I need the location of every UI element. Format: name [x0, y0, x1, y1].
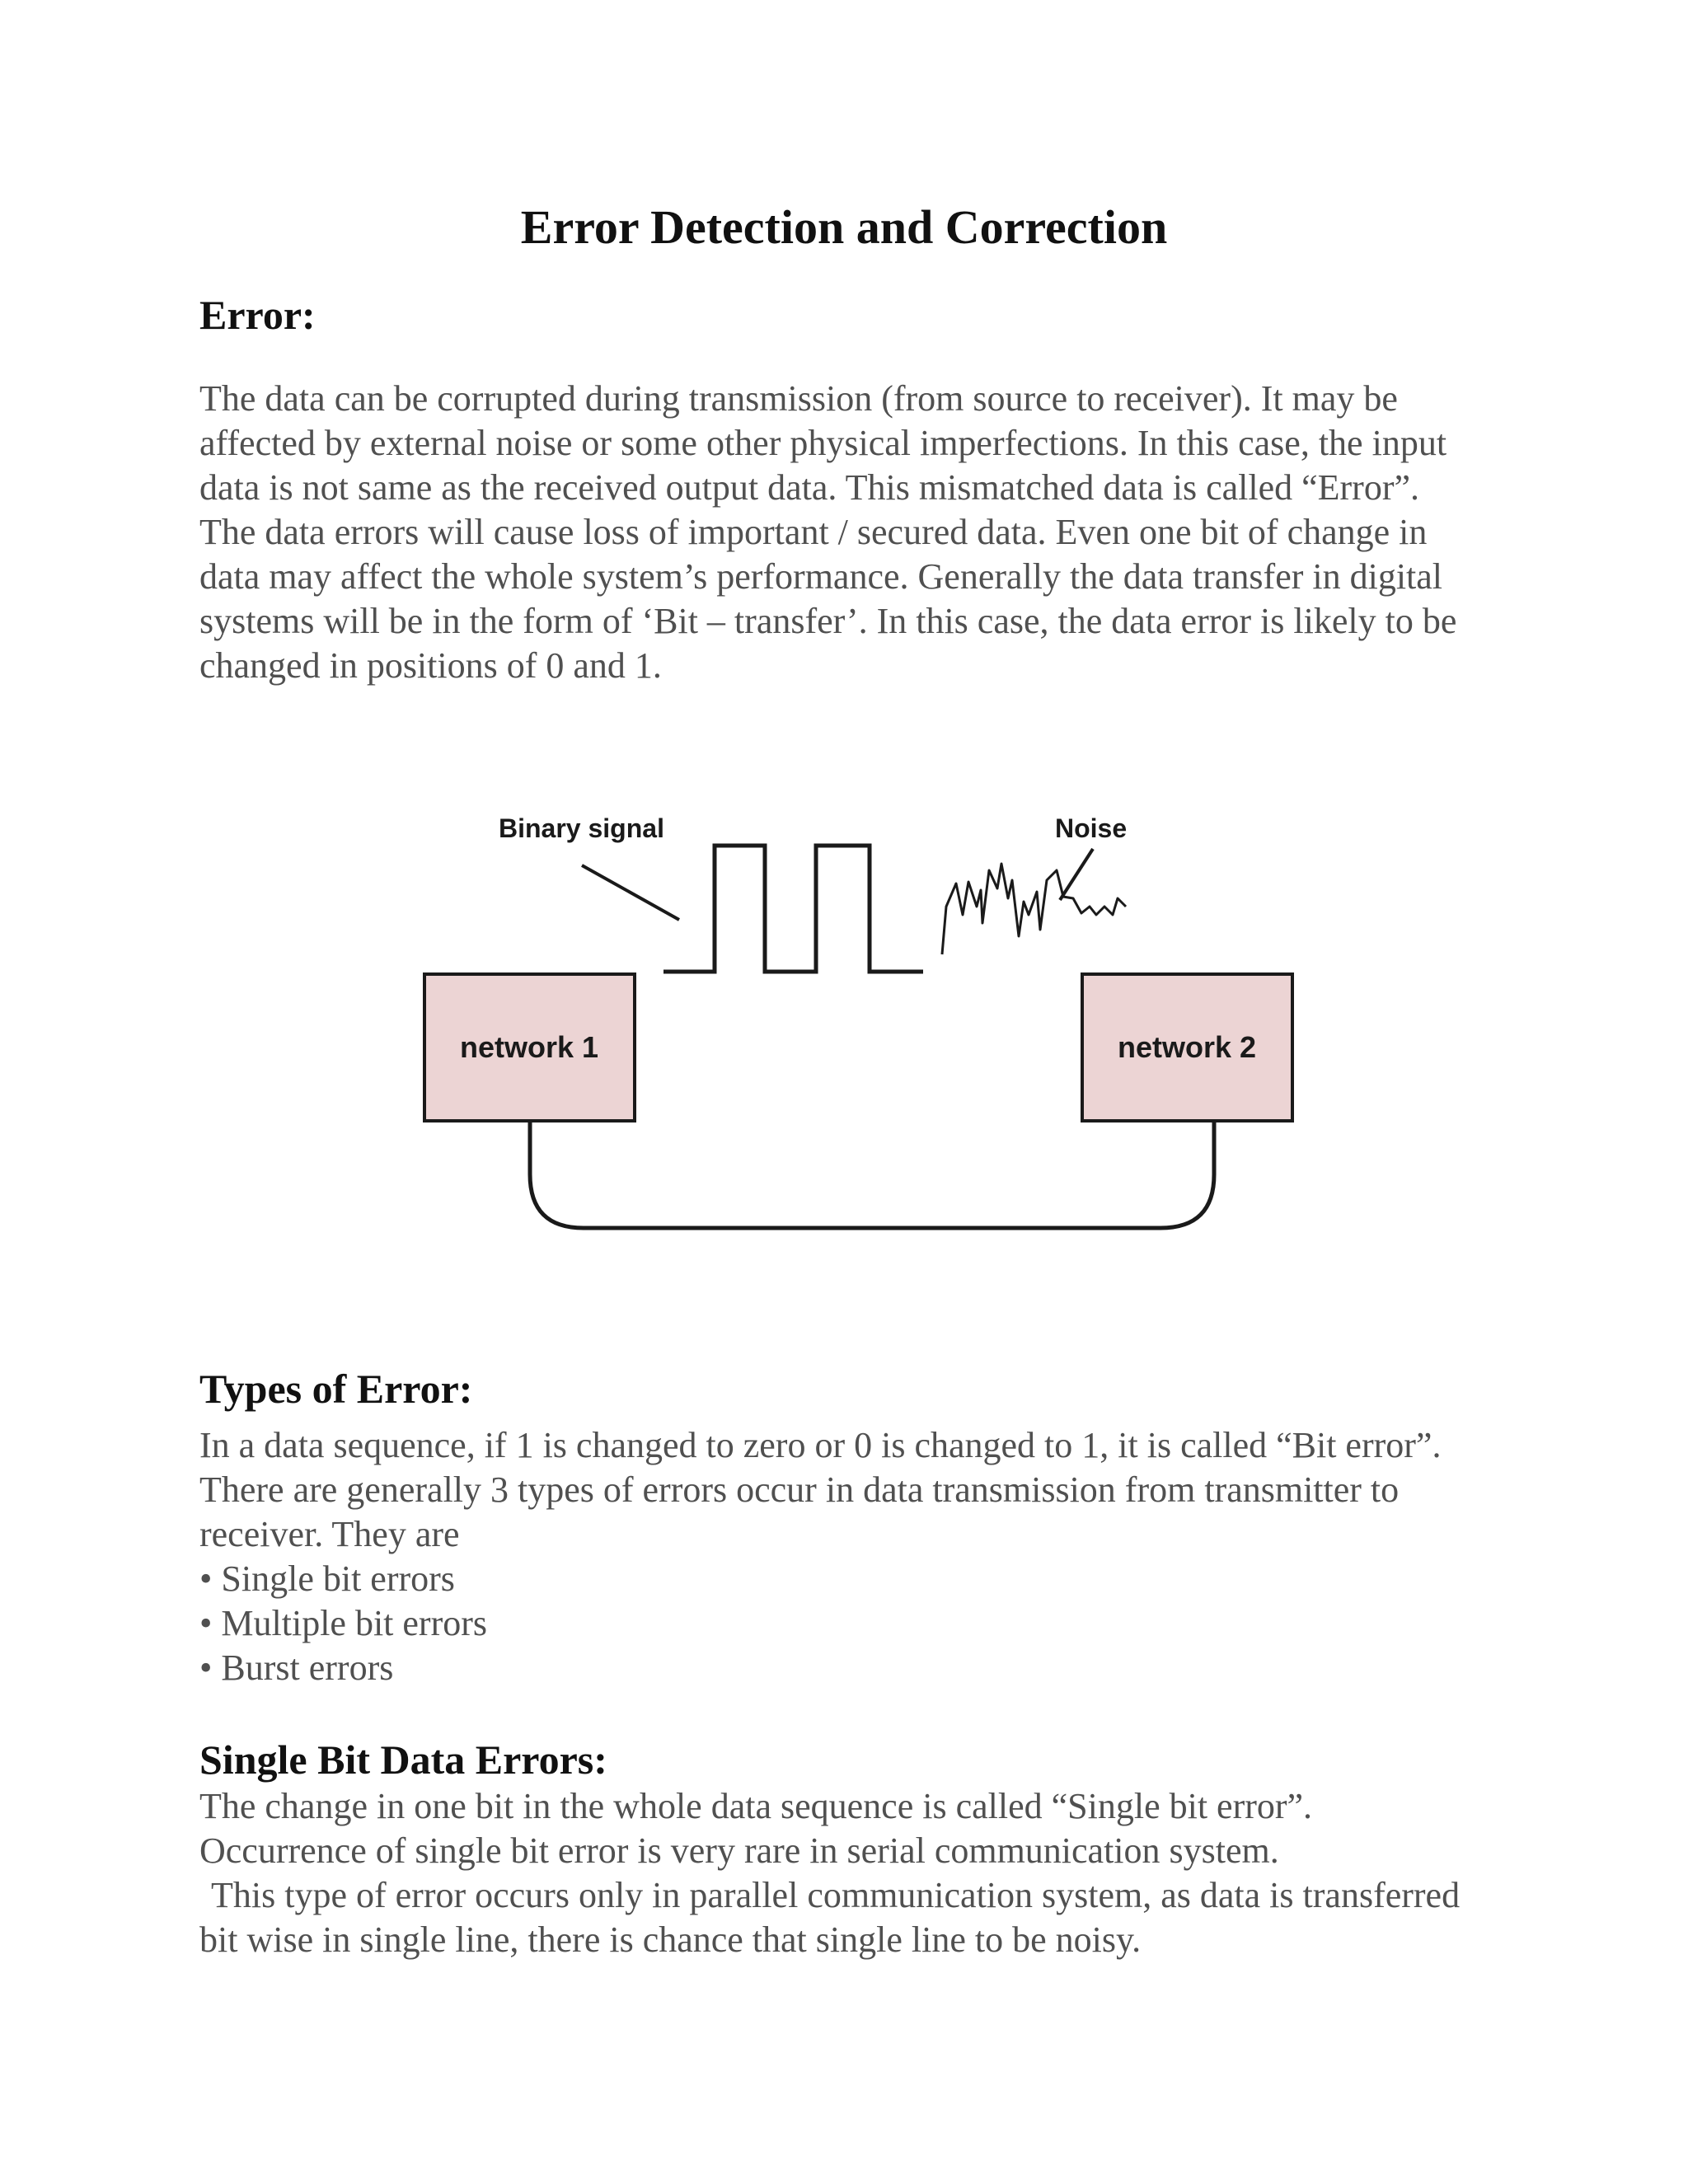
single-bit-paragraph-1: The change in one bit in the whole data sequence is called “Single bit error”.: [199, 1786, 1313, 1826]
noise-scribble: [942, 864, 1126, 954]
list-item: • Single bit errors: [199, 1557, 1485, 1601]
single-bit-paragraph-2: Occurrence of single bit error is very rare in serial communication system.: [199, 1830, 1279, 1871]
single-bit-description: [199, 1784, 1485, 1962]
error-types-list: [199, 1557, 1485, 1690]
connecting-cable: [530, 1121, 1214, 1228]
network-2-label: network 2: [1117, 1030, 1257, 1064]
error-description: [199, 377, 1485, 688]
error-paragraph-1: The data can be corrupted during transmission (from source to receiver). It may be affected by external noise or some other physical imperfections. In this case, the input data is not same as the received output data. This mismatched data is called “Error”.: [199, 378, 1447, 508]
types-paragraph-2: There are generally 3 types of errors occur in data transmission from transmitter to receiver. They are: [199, 1469, 1400, 1554]
transmission-diagram: [0, 791, 1688, 1253]
single-bit-paragraph-3: This type of error occurs only in parallel communication system, as data is transferred bit wise in single line, there is chance that single line to be noisy.: [199, 1875, 1461, 1960]
list-item: • Burst errors: [199, 1646, 1485, 1690]
list-item: • Multiple bit errors: [199, 1601, 1485, 1646]
types-description: [199, 1423, 1485, 1690]
binary-signal-label: Binary signal: [499, 813, 664, 843]
noise-pointer: [1060, 849, 1093, 900]
error-paragraph-2: The data errors will cause loss of important / secured data. Even one bit of change in data may affect the whole system’s performance. Generally the data transfer in digital systems will be in the form of ‘Bit – transfer’. In this case, the data error is likely to be changed in positions of 0 and 1.: [199, 512, 1457, 686]
network-1-label: network 1: [459, 1030, 599, 1064]
binary-signal-wave: [663, 846, 923, 972]
binary-signal-pointer: [582, 865, 679, 920]
page-title: Error Detection and Correction: [520, 200, 1168, 254]
noise-label: Noise: [1055, 813, 1128, 843]
section-heading-single-bit: Single Bit Data Errors:: [199, 1736, 607, 1783]
types-paragraph-1: In a data sequence, if 1 is changed to zero or 0 is changed to 1, it is called “Bit error”.: [199, 1425, 1442, 1465]
section-heading-error: Error:: [199, 292, 316, 338]
section-heading-types: Types of Error:: [199, 1366, 473, 1412]
